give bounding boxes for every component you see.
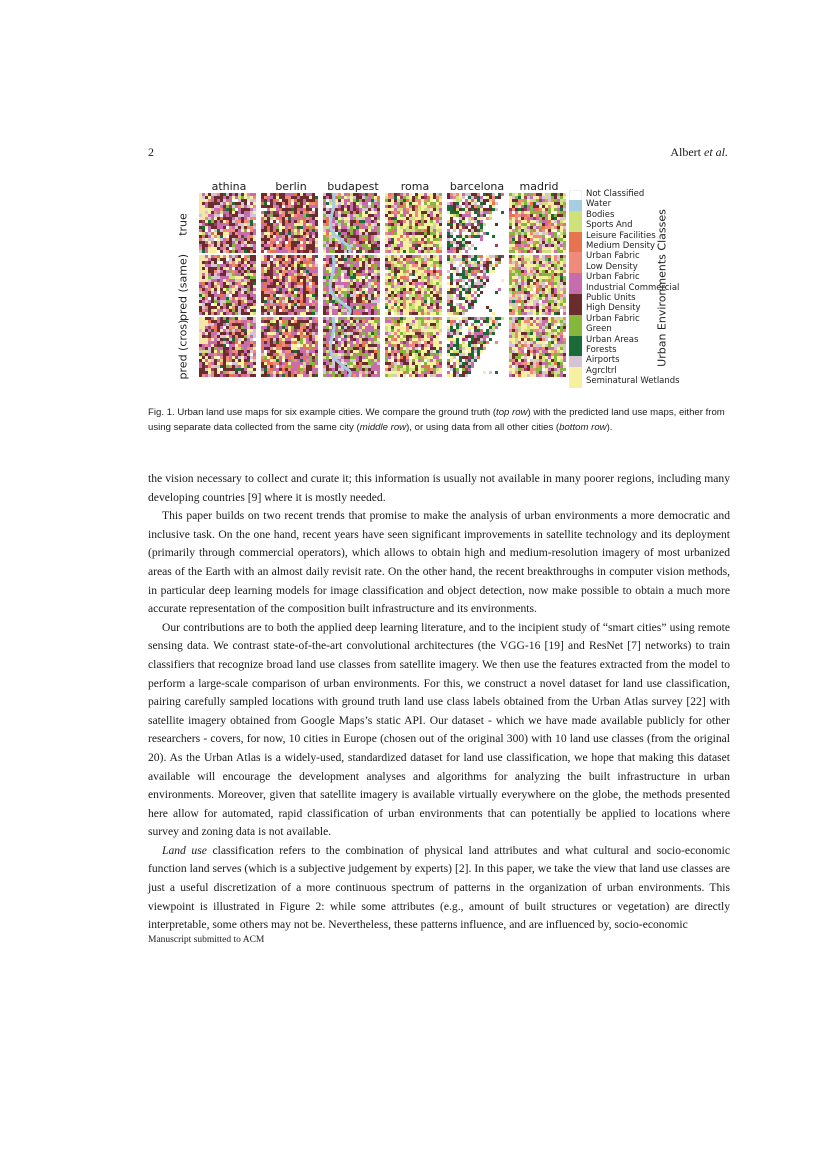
legend-entry: Not Classified	[586, 189, 645, 199]
land-use-map-tile	[447, 193, 504, 253]
land-use-map-tile	[323, 317, 380, 377]
running-authors: Albert et al.	[670, 145, 728, 159]
legend-swatch	[569, 336, 582, 347]
legend-swatch	[569, 315, 582, 326]
legend-entry: Medium Density	[586, 241, 656, 251]
land-use-map-tile	[447, 255, 504, 315]
land-use-map-tile	[199, 317, 256, 377]
land-use-map-tile	[261, 255, 318, 315]
legend-entry: Sports And	[586, 220, 633, 231]
legend-entry: Water	[586, 199, 612, 210]
paragraph-1: the vision necessary to collect and curate it; this information is usually not available in many poorer regions, including many developing countries [9] where it is mostly needed.	[148, 472, 730, 504]
legend-swatch	[569, 273, 582, 284]
paragraph-2: This paper builds on two recent trends that promise to make the analysis of urban environments a more democratic and inclusive task. On the one hand, recent years have seen significant improvements in satellite technology and its deployment (primarily through commercial operators), which allows to obtain high and medium-resolution imagery of most urbanized areas of the Earth with an almost daily revisit rate. On the other hand, the recent breakthroughs in computer vision methods, in particular deep learning models for image classification and object detection, now make possible to obtain a much more accurate representation of the composition built infrastructure and its environments.	[148, 509, 730, 616]
land-use-map-tile	[323, 255, 380, 315]
legend-swatch	[569, 242, 582, 253]
legend-swatch	[569, 294, 582, 305]
city-label-athina: athina	[211, 180, 247, 193]
legend-entry: Urban Fabric	[586, 313, 640, 324]
legend-entry: Industrial Commercial	[586, 282, 680, 293]
legend-entry: Urban Fabric	[586, 272, 640, 283]
legend-swatch	[569, 356, 582, 367]
legend-entry: Urban Areas	[586, 334, 639, 345]
paragraph-3: Our contributions are to both the applied deep learning literature, and to the incipient study of “smart cities” using remote sensing data. We contrast state-of-the-art convolutional architectures (the VGG-16 [19] and ResNet [7] networks) to train classifiers that recognize broad land use classes from satellite imagery. We then use the features extracted from the model to perform a large-scale comparison of urban environments. For this, we construct a novel dataset for land use classification, pairing carefully sampled locations with ground truth land use class labels obtained from the Urban Atlas survey [22] with satellite imagery obtained from Google Maps’s static API. Our dataset - which we have made available publicly for other researchers - covers, for now, 10 cities in Europe (chosen out of the original 300) with 10 land use classes (from the original 20). As the Urban Atlas is a widely-used, standardized dataset for land use classification, we hope that making this dataset available will encourage the development analyses and algorithms for analyzing the built infrastructure in urban environments. Moreover, given that satellite imagery is available virtually everywhere on the globe, the methods presented here allow for automated, rapid classification of urban environments that can potentially be applied to locations where survey and zoning data is not available.	[148, 620, 730, 839]
legend-entry: Urban Fabric	[586, 251, 640, 262]
legend-swatch	[569, 325, 582, 336]
legend-entry: Forests	[586, 345, 617, 355]
row-label-true: true	[176, 213, 190, 236]
legend-swatch	[569, 304, 582, 315]
legend-swatch	[569, 284, 582, 295]
land-use-map-tile	[323, 193, 380, 253]
legend-swatch	[569, 377, 582, 388]
legend-swatch	[569, 263, 582, 274]
land-use-map-tile	[261, 317, 318, 377]
paragraph-4: Land use classification refers to the combination of physical land attributes and what cultural and socio-economic function land serves (which is a subjective judgement by experts) [2]. In this paper, we take the view that land use classes are just a useful discretization of a more continuous spectrum of patterns in the organization of urban environments. This viewpoint is illustrated in Figure 2: while some attributes (e.g., amount of built structures or vegetation) are directly interpretable, some others may not be. Nevertheless, these patterns influence, and are influenced by, socio-economic	[148, 843, 730, 932]
legend-entry: Airports	[586, 355, 620, 366]
legend-swatch	[569, 367, 582, 378]
legend-swatch	[569, 221, 582, 232]
figure-caption: Fig. 1. Urban land use maps for six example cities. We compare the ground truth (top row) with the predicted land use maps, either from using separate data collected from the same city (middle row), or using data from all other cities (bottom row).	[148, 407, 725, 433]
legend-entry: High Density	[586, 303, 641, 314]
legend-title: Urban Environments Classes	[655, 209, 669, 367]
land-use-map-tile	[199, 255, 256, 315]
legend-entry: Leisure Facilities	[586, 230, 656, 241]
land-use-map-tile	[509, 255, 566, 315]
city-label-barcelona: barcelona	[449, 180, 505, 193]
city-label-roma: roma	[400, 180, 430, 193]
land-use-map-tile	[385, 255, 442, 315]
legend-entry: Agrcltrl	[586, 365, 617, 376]
land-use-map-tile	[385, 193, 442, 253]
legend-swatch	[569, 252, 582, 263]
legend-entry: Public Units	[586, 293, 636, 303]
legend-swatch	[569, 346, 582, 357]
legend-swatch	[569, 200, 582, 211]
legend-swatch	[569, 232, 582, 243]
legend-swatch	[569, 190, 582, 201]
legend-entry: Green	[586, 324, 612, 335]
land-use-map-tile	[509, 193, 566, 253]
running-header	[148, 145, 728, 161]
legend-swatch	[569, 211, 582, 222]
legend-entry: Low Density	[586, 261, 638, 272]
row-label-pred-same: pred (same)	[176, 253, 190, 322]
footer-manuscript-note: Manuscript submitted to ACM	[148, 935, 265, 945]
city-label-budapest: budapest	[327, 180, 379, 193]
city-column-labels	[197, 180, 559, 194]
land-use-map-tile	[385, 317, 442, 377]
land-use-map-tile	[509, 317, 566, 377]
legend-entry: Bodies	[586, 209, 615, 220]
land-use-map-tile	[447, 317, 504, 377]
land-use-map-tile	[199, 193, 256, 253]
city-label-berlin: berlin	[275, 180, 307, 193]
land-use-map-tile	[261, 193, 318, 253]
city-label-madrid: madrid	[519, 180, 559, 193]
row-label-pred-cros: pred (cros)	[176, 319, 190, 380]
figure-1	[175, 178, 680, 392]
body-text	[148, 470, 730, 935]
page-number: 2	[148, 145, 154, 159]
legend-entry: Seminatural Wetlands	[586, 376, 680, 387]
